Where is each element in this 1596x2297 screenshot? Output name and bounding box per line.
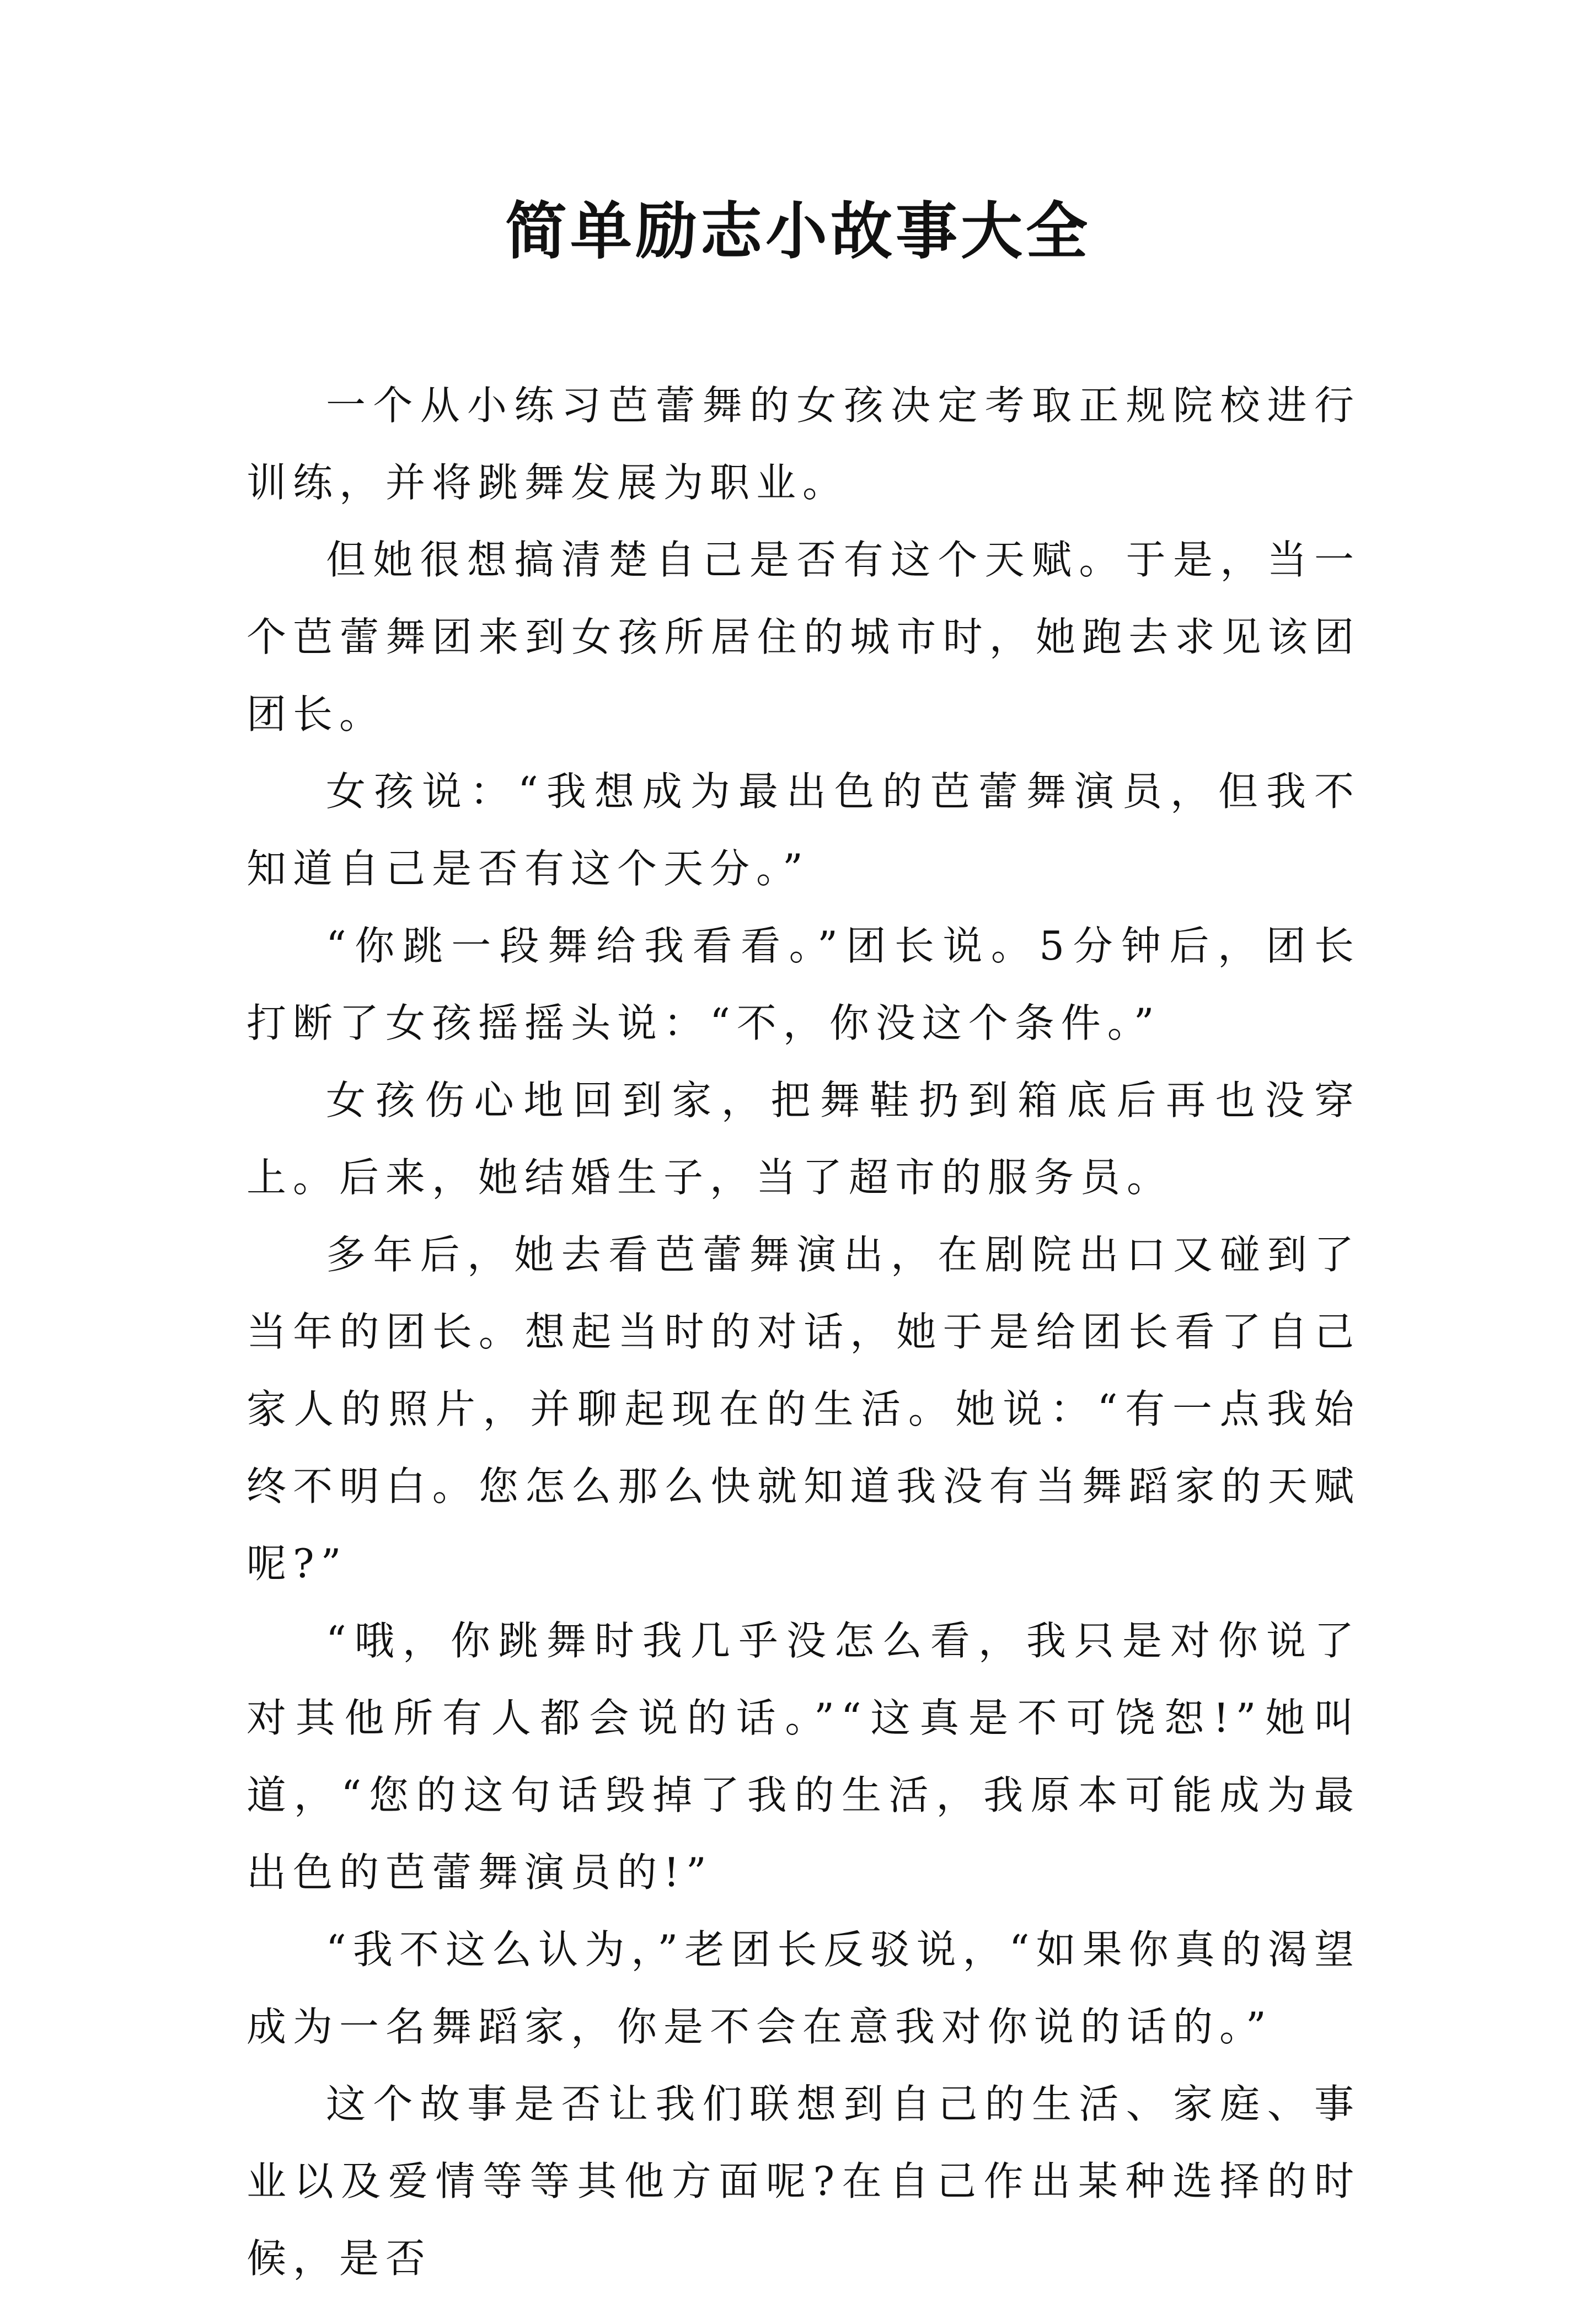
paragraph-7: “哦，你跳舞时我几乎没怎么看，我只是对你说了对其他所有人都会说的话。”“这真是不可饶恕!”她叫道，“您的这句话毁掉了我的生活，我原本可能成为最出色的芭蕾舞演员的!” (247, 1618, 1361, 1896)
paragraph-3: 女孩说：“我想成为最出色的芭蕾舞演员，但我不知道自己是否有这个天分。” (247, 768, 1361, 892)
paragraph-6: 多年后，她去看芭蕾舞演出，在剧院出口又碰到了当年的团长。想起当时的对话，她于是给团长看了自己家人的照片，并聊起现在的生活。她说：“有一点我始终不明白。您怎么那么快就知道我没有当舞蹈家的天赋呢?” (247, 1232, 1361, 1587)
paragraph-4: “你跳一段舞给我看看。”团长说。5分钟后，团长打断了女孩摇摇头说：“不，你没这个条件。” (247, 923, 1361, 1046)
document-body (247, 367, 1361, 2297)
paragraph-2: 但她很想搞清楚自己是否有这个天赋。于是，当一个芭蕾舞团来到女孩所居住的城市时，她跑去求见该团团长。 (247, 537, 1361, 737)
document-title: 简单励志小故事大全 (505, 195, 1091, 267)
paragraph-1: 一个从小练习芭蕾舞的女孩决定考取正规院校进行训练，并将跳舞发展为职业。 (247, 382, 1361, 506)
paragraph-9: 这个故事是否让我们联想到自己的生活、家庭、事业以及爱情等等其他方面呢?在自己作出某种选择的时候，是否 (247, 2081, 1361, 2282)
paragraph-5: 女孩伤心地回到家，把舞鞋扔到箱底后再也没穿上。后来，她结婚生子，当了超市的服务员。 (247, 1077, 1361, 1201)
paragraph-8: “我不这么认为，”老团长反驳说，“如果你真的渴望成为一名舞蹈家，你是不会在意我对你说的话的。” (247, 1926, 1361, 2050)
